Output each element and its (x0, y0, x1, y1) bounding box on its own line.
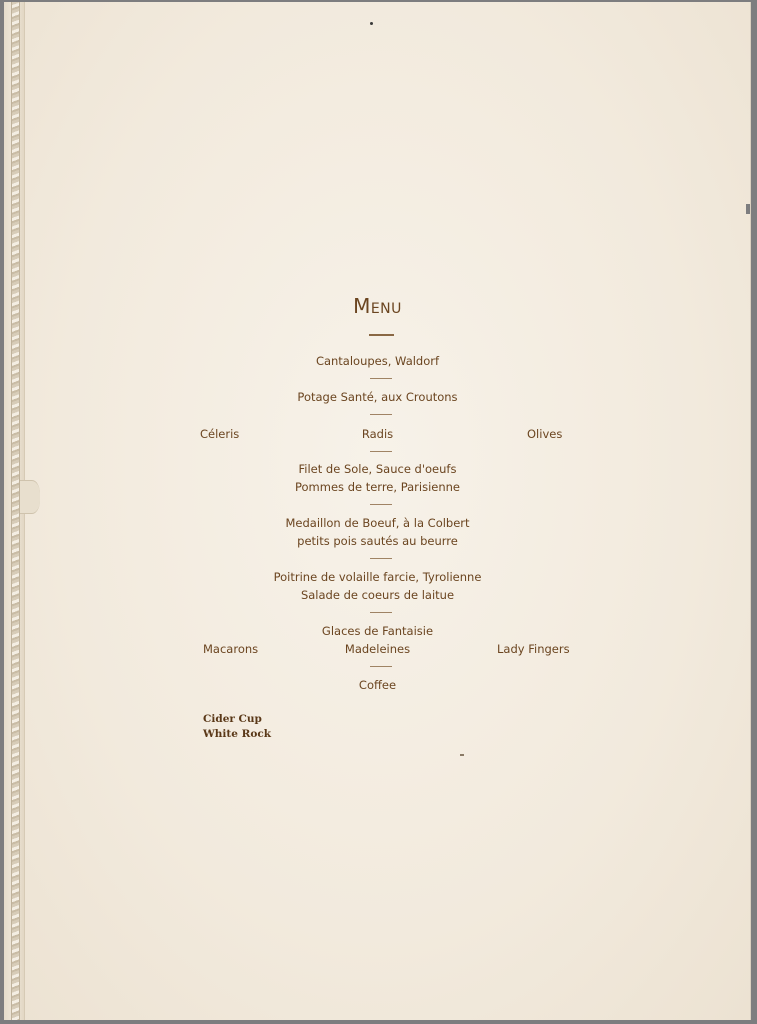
course-cantaloupes: Cantaloupes, Waldorf (315, 354, 440, 368)
course-divider (370, 378, 392, 379)
course-divider (370, 558, 392, 559)
course-potage: Potage Santé, aux Croutons (297, 390, 458, 404)
course-petits-pois: petits pois sautés au beurre (297, 534, 458, 548)
menu-page (4, 2, 751, 1020)
course-divider (370, 504, 392, 505)
course-pommes: Pommes de terre, Parisienne (295, 480, 460, 494)
course-sole: Filet de Sole, Sauce d'oeufs (298, 462, 457, 476)
course-boeuf: Medaillon de Boeuf, à la Colbert (285, 516, 470, 530)
course-madeleines: Madeleines (344, 642, 411, 656)
side-macarons: Macarons (203, 642, 259, 656)
binding-cord (11, 2, 20, 1020)
drink-white-rock: White Rock (203, 728, 271, 740)
drink-cider-cup: Cider Cup (203, 713, 262, 725)
side-lady-fingers: Lady Fingers (497, 642, 570, 656)
drinks-list (203, 712, 271, 742)
course-divider (370, 451, 392, 452)
pin-hole (370, 22, 373, 25)
course-divider (370, 666, 392, 667)
title-rule (369, 334, 394, 336)
course-coffee: Coffee (358, 678, 397, 692)
paper-speck (460, 754, 464, 756)
course-divider (370, 612, 392, 613)
menu-title: Menu (353, 294, 402, 318)
side-olives: Olives (527, 427, 563, 441)
edge-notch (746, 204, 750, 214)
side-celeris: Céleris (200, 427, 240, 441)
course-divider (370, 414, 392, 415)
course-radis: Radis (361, 427, 394, 441)
course-glaces: Glaces de Fantaisie (321, 624, 434, 638)
course-volaille: Poitrine de volaille farcie, Tyrolienne (273, 570, 482, 584)
course-salade: Salade de coeurs de laitue (300, 588, 455, 602)
paper-texture (4, 2, 750, 1020)
